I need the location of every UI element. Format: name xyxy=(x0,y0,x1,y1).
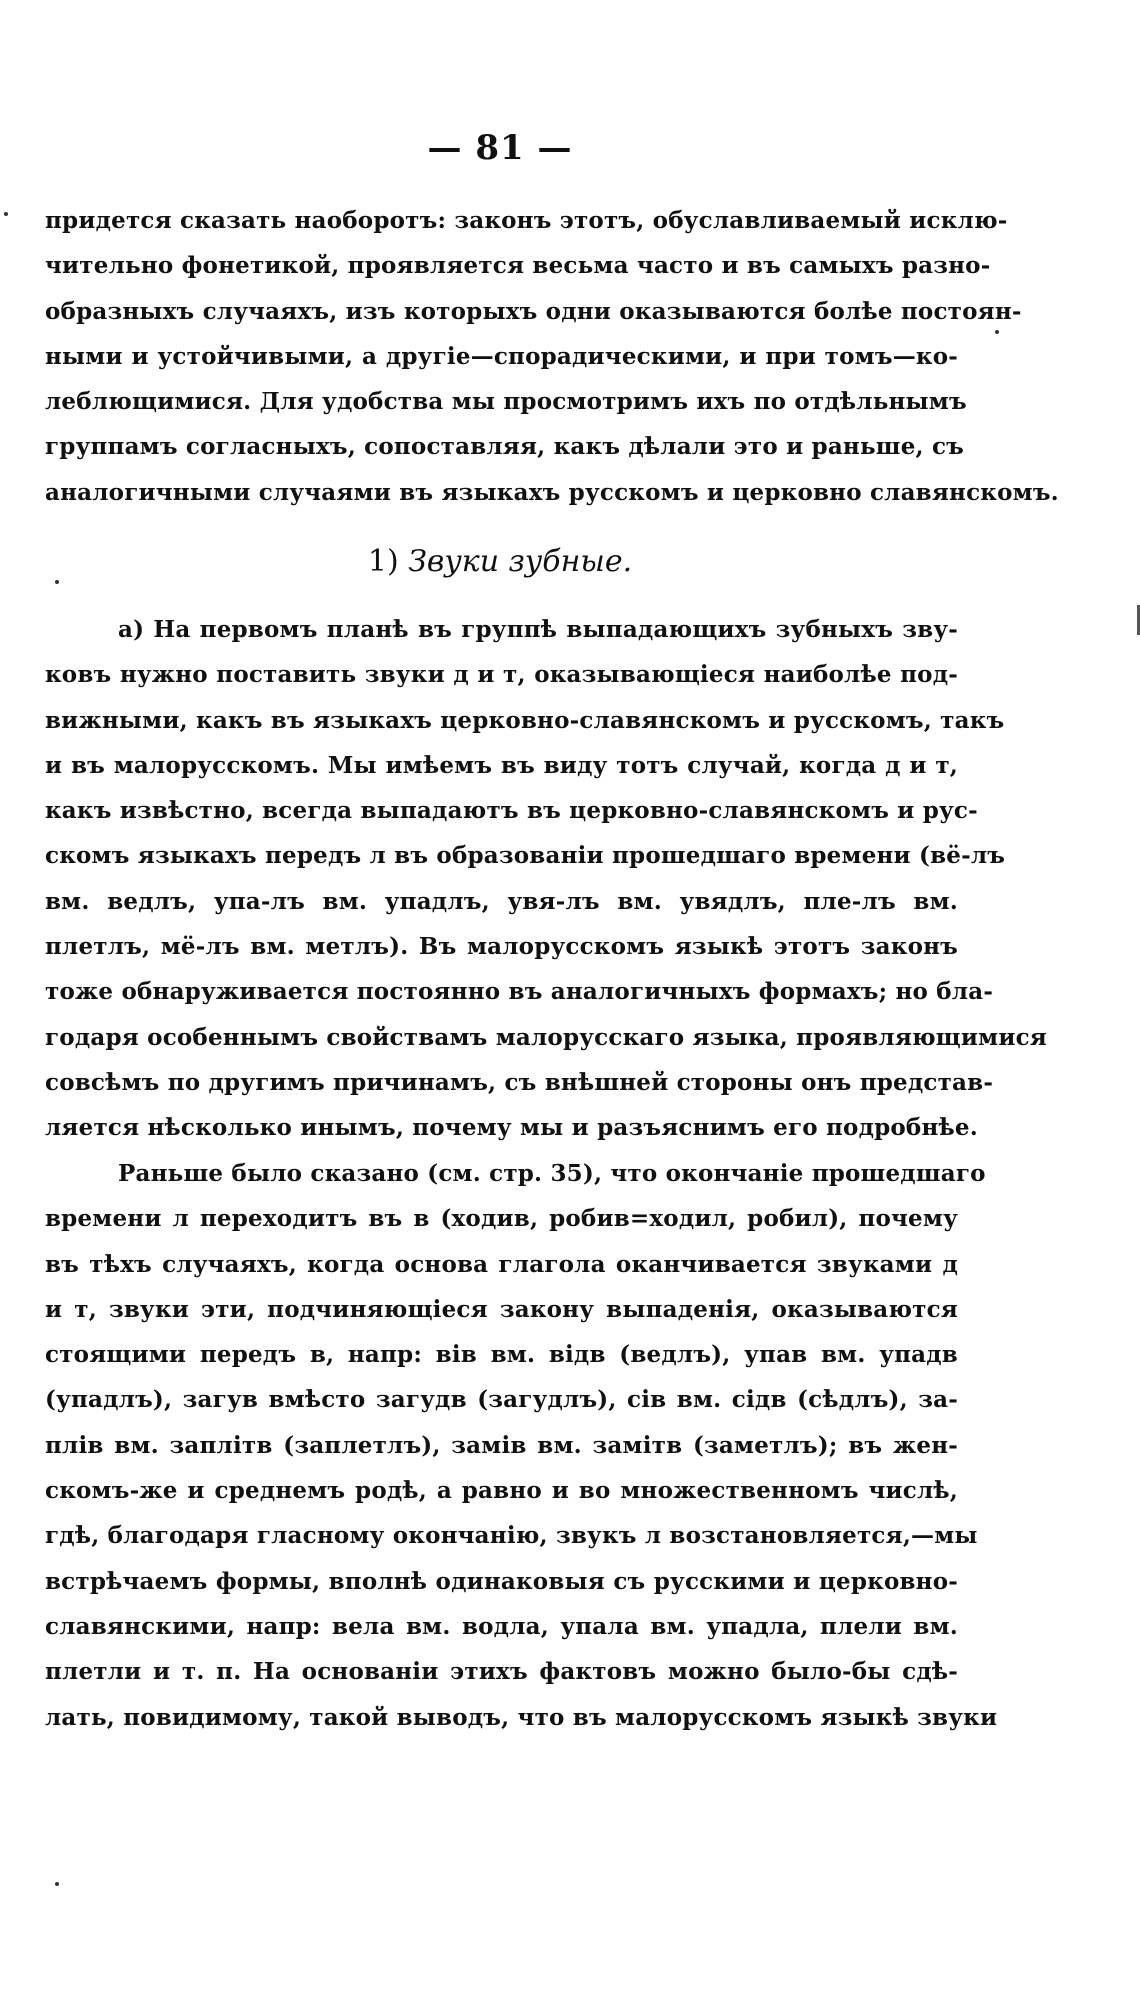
text-line: леблющимися. Для удобства мы просмотримъ ихъ по отдѣльнымъ xyxy=(45,388,967,416)
text-line: (упадлъ), загув вмѣсто загудв (загудлъ), сів вм. сідв (сѣдлъ), за- xyxy=(45,1386,958,1414)
text-line: плетли и т. п. На основаніи этихъ фактовъ можно было-бы сдѣ- xyxy=(45,1658,958,1686)
text-line: чительно фонетикой, проявляется весьма часто и въ самыхъ разно- xyxy=(45,252,991,280)
scan-speck xyxy=(4,212,8,216)
section-heading-title: Звуки зубные. xyxy=(408,544,633,579)
text-line: придется сказать наоборотъ: законъ этотъ, обуславливаемый исклю- xyxy=(45,207,1008,234)
text-line: скомъ-же и среднемъ родѣ, а равно и во множественномъ числѣ, xyxy=(45,1477,958,1505)
text-line: плетлъ, мё-лъ вм. метлъ). Въ малорусскомъ языкѣ этотъ законъ xyxy=(45,933,958,961)
text-line: ковъ нужно поставить звуки д и т, оказывающіеся наиболѣе под- xyxy=(45,661,958,689)
page-number: — 81 — xyxy=(427,128,573,168)
paragraph-past-tense xyxy=(45,1151,998,1740)
text-line: стоящими передъ в, напр: вів вм. відв (ведлъ), упав вм. упадв xyxy=(45,1341,958,1369)
text-line: какъ извѣстно, всегда выпадаютъ въ церковно-славянскомъ и рус- xyxy=(45,797,978,825)
scan-speck xyxy=(55,1882,59,1886)
text-line: а) На первомъ планѣ въ группѣ выпадающихъ зубныхъ зву- xyxy=(118,616,958,643)
text-line: времени л переходитъ въ в (ходив, робив=ходил, робил), почему xyxy=(45,1205,958,1233)
text-line: и въ малорусскомъ. Мы имѣемъ въ виду тотъ случай, когда д и т, xyxy=(45,751,958,779)
text-line: плів вм. заплітв (заплетлъ), замів вм. замітв (заметлъ); въ жен- xyxy=(45,1431,958,1459)
paragraph-dental-sounds xyxy=(45,607,1047,1151)
text-line: гдѣ, благодаря гласному окончанію, звукъ л возстановляется,—мы xyxy=(45,1522,978,1550)
section-heading xyxy=(0,544,1000,579)
text-line: славянскими, напр: вела вм. водла, упала вм. упадла, плели вм. xyxy=(45,1612,958,1640)
paragraph-continuation xyxy=(45,198,1059,515)
text-line: образныхъ случаяхъ, изъ которыхъ одни оказываются болѣе постоян- xyxy=(45,297,1022,325)
section-heading-number: 1) xyxy=(367,544,399,579)
text-line: встрѣчаемъ формы, вполнѣ одинаковыя съ русскими и церковно- xyxy=(45,1567,958,1595)
text-line: вижными, какъ въ языкахъ церковно-славянскомъ и русскомъ, такъ xyxy=(45,706,1005,734)
text-line: ными и устойчивыми, а другіе—спорадическими, и при томъ—ко- xyxy=(45,342,958,370)
text-line: ляется нѣсколько инымъ, почему мы и разъяснимъ его подробнѣе. xyxy=(45,1114,978,1142)
text-line: Раньше было сказано (см. стр. 35), что окончаніе прошедшаго xyxy=(118,1160,986,1187)
scan-speck xyxy=(55,580,59,584)
text-line: лать, повидимому, такой выводъ, что въ малорусскомъ языкѣ звуки xyxy=(45,1703,998,1731)
text-line: въ тѣхъ случаяхъ, когда основа глагола оканчивается звуками д xyxy=(45,1250,958,1278)
text-line: группамъ согласныхъ, сопоставляя, какъ дѣлали это и раньше, съ xyxy=(45,433,964,461)
text-line: вм. ведлъ, упа-лъ вм. упадлъ, увя-лъ вм. увядлъ, пле-лъ вм. xyxy=(45,887,958,915)
text-line: и т, звуки эти, подчиняющіеся закону выпаденія, оказываются xyxy=(45,1295,958,1323)
scan-speck xyxy=(995,330,999,334)
text-line: годаря особеннымъ свойствамъ малорусскаго языка, проявляющимися xyxy=(45,1023,1047,1051)
text-line: скомъ языкахъ передъ л въ образованіи прошедшаго времени (вё-лъ xyxy=(45,842,1006,870)
text-line: совсѣмъ по другимъ причинамъ, съ внѣшней стороны онъ представ- xyxy=(45,1068,994,1096)
text-line: аналогичными случаями въ языкахъ русскомъ и церковно славянскомъ. xyxy=(45,478,1059,506)
text-line: тоже обнаруживается постоянно въ аналогичныхъ формахъ; но бла- xyxy=(45,978,994,1006)
